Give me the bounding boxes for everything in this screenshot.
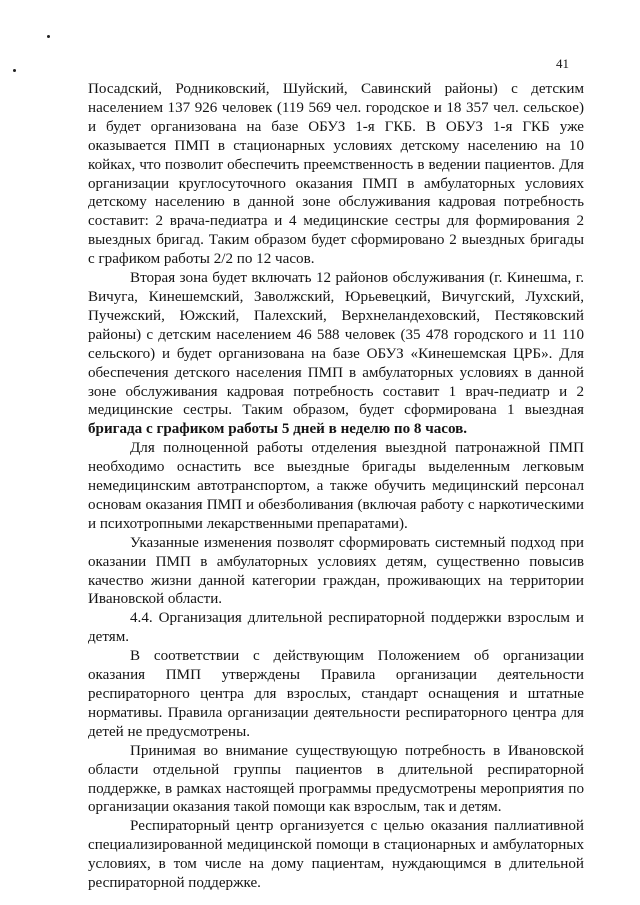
paragraph-text: Вторая зона будет включать 12 районов обслуживания (г. Кинешма, г. Вичуга, Кинешемский, Заволжский, Юрьевецкий, Вичугский, Лухский, Пучежский, Южский, Палехский, Верхнеландеховский, Пестяковский районы) с детским населением 46 588 человек (35 478 городского и 11 110 сельского) и будет организована на базе ОБУЗ «Кинешемская ЦРБ». Для обеспечения детского населения ПМП в амбулаторных условиях в данной зоне обслуживания кадровая потребность составит 1 врач-педиатр и 2 медицинские сестры. Таким образом, будет сформирована 1 выездная xyxy=(88,270,584,419)
paragraph-changes: Указанные изменения позволят сформировать системный подход при оказании ПМП в амбулаторных условиях детям, существенно повысив качество жизни данной категории граждан, проживающих на территории Ивановской области. xyxy=(88,534,584,608)
document-body xyxy=(88,80,584,893)
paragraph-continuation: Посадский, Родниковский, Шуйский, Савинский районы) с детским населением 137 926 человек (119 569 чел. городское и 18 357 чел. сельское) и будет организована на базе ОБУЗ 1-я ГКБ. В ОБУЗ 1-я ГКБ уже оказывается ПМП в стационарных условиях детскому населению на 10 койках, что позволит обеспечить преемственность в ведении пациентов. Для организации круглосуточного оказания ПМП в амбулаторных условиях детскому населению в данной зоне обслуживания кадровая потребность составит: 2 врача-педиатра и 4 медицинские сестры для формирования 2 выездных бригад. Таким образом будет сформировано 2 выездных бригады с графиком работы 2/2 по 12 часов. xyxy=(88,81,584,268)
section-heading: 4.4. Организация длительной респираторной поддержки взрослым и детям. xyxy=(88,610,584,646)
page-number: 41 xyxy=(556,56,569,71)
paragraph-respiratory-center: Респираторный центр организуется с целью оказания паллиативной специализированной медицинской помощи в стационарных и амбулаторных условиях, в том числе на дому пациентам, нуждающимся в длительной респираторной поддержке. xyxy=(88,818,584,892)
scan-speck xyxy=(47,35,50,38)
paragraph-regulation: В соответствии с действующим Положением об организации оказания ПМП утверждены Правила организации деятельности респираторного центра для взрослых, стандарт оснащения и штатные нормативы. Правила организации деятельности респираторного центра для детей не предусмотрены. xyxy=(88,648,584,740)
paragraph-bold-text: бригада с графиком работы 5 дней в неделю по 8 часов. xyxy=(88,421,468,438)
paragraph-transport: Для полноценной работы отделения выездной патронажной ПМП необходимо оснастить все выездные бригады выделенным легковым немедицинским автотранспортом, а также обучить медицинский персонал основам оказания ПМП и обезболивания (включая работу с наркотическими и психотропными лекарственными препаратами). xyxy=(88,440,584,532)
paragraph-need: Принимая во внимание существующую потребность в Ивановской области отдельной группы пациентов в длительной респираторной поддержке, в рамках настоящей программы предусмотрены мероприятия по организации оказания такой помощи как взрослым, так и детям. xyxy=(88,742,584,816)
scan-speck xyxy=(13,69,16,72)
paragraph-second-zone xyxy=(88,269,584,439)
